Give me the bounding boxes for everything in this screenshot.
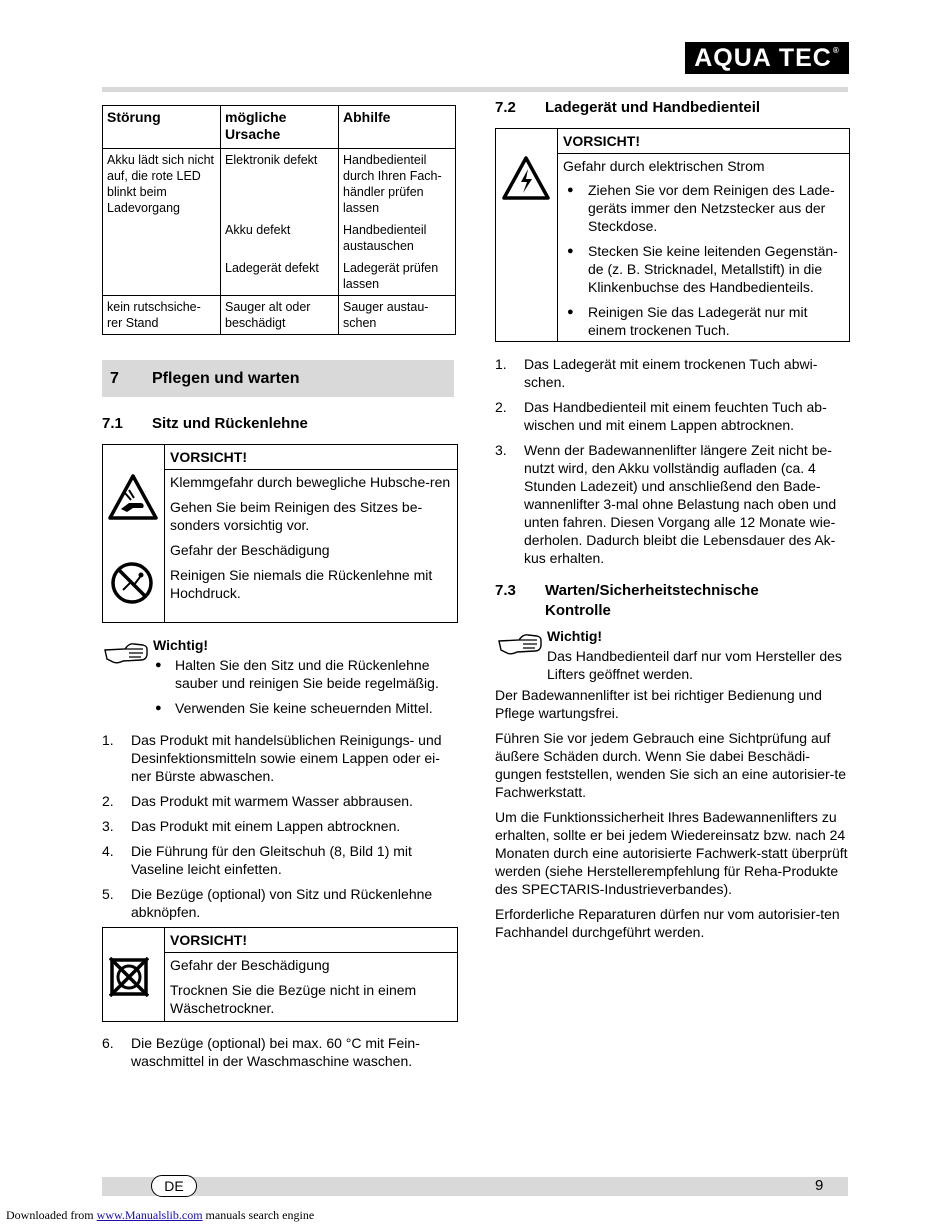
list-item	[102, 842, 456, 878]
registered-mark: ®	[832, 45, 840, 55]
table-cell	[221, 149, 339, 296]
step-text: Das Produkt mit handelsüblichen Reinigungs- und Desinfektionsmitteln sowie einem Lappen oder ei-ner Bürste abwaschen.	[131, 732, 442, 784]
step-number: 2.	[102, 793, 114, 809]
body-paragraph: Der Badewannenlifter ist bei richtiger Bedienung und Pflege wartungsfrei.	[495, 687, 822, 721]
list-item: ● Stecken Sie keine leitenden Gegenstän-de (z. B. Stricknadel, Metallstift) in die Klinkenbuchse des Handbedienteils.	[563, 242, 844, 296]
download-suffix: manuals search engine	[202, 1208, 315, 1222]
note-list	[153, 656, 453, 717]
table-header-cell: Abhilfe	[339, 106, 456, 149]
note-text: Das Handbedienteil darf nur vom Hersteller des Lifters geöffnet werden.	[547, 648, 842, 682]
table-row	[103, 296, 456, 335]
footer-bar	[102, 1177, 848, 1196]
subsection-title: Warten/Sicherheitstechnische	[545, 582, 759, 599]
step-text: Wenn der Badewannenlifter längere Zeit nicht be-nutzt wird, den Akku vollständig aufladen (ca. 4 Stunden Ladezeit) und anschließend den Bade-wannenlifter 3-mal ohne Belastung nach oben und unten fahren. Diesen Vorgang alle 12 Monate wie-derholen. Dadurch bleibt die Lebensdauer des Ak-kus erhalten.	[524, 442, 837, 566]
warning-body	[165, 928, 457, 1021]
list-item	[495, 441, 849, 567]
subsection-number: 7.3	[495, 582, 516, 599]
step-number: 1.	[495, 356, 507, 372]
list-item	[102, 731, 456, 785]
step-number: 1.	[102, 732, 114, 748]
table-cell	[339, 149, 456, 296]
table-header-cell: Störung	[103, 106, 221, 149]
list-item	[102, 792, 456, 810]
subsection-number: 7.2	[495, 99, 516, 116]
note-important-7-1	[153, 636, 453, 724]
warning-body	[165, 445, 457, 622]
list-item	[102, 817, 456, 835]
step-text: Das Ladegerät mit einem trockenen Tuch abwi-schen.	[524, 356, 818, 390]
section-heading-7	[102, 360, 454, 397]
warning-text	[558, 154, 849, 349]
warning-box-dryer	[102, 927, 458, 1022]
step-text: Das Produkt mit einem Lappen abtrocknen.	[131, 818, 401, 834]
remedy-text: Handbedienteil durch Ihren Fach-händler prüfen lassen	[343, 153, 442, 215]
note-important-7-3	[547, 627, 847, 683]
remedy-text: Handbedienteil austauschen	[343, 223, 427, 253]
list-item	[102, 885, 456, 921]
note-title: Wichtig!	[153, 637, 209, 653]
charger-cleaning-steps	[495, 355, 849, 574]
table-cell: kein rutschsiche-rer Stand	[103, 296, 221, 335]
language-badge: DE	[151, 1175, 197, 1197]
warning-icon-column	[103, 928, 165, 1021]
no-tumble-dry-icon	[109, 957, 149, 997]
remedy-text: Ladegerät prüfen lassen	[343, 261, 439, 291]
table-cell: Sauger austau-schen	[339, 296, 456, 335]
warning-heading: VORSICHT!	[165, 445, 457, 470]
warning-list	[563, 181, 844, 339]
warning-paragraph: Reinigen Sie niemals die Rückenlehne mit Hochdruck.	[170, 567, 433, 601]
cause-text: Akku defekt	[225, 223, 291, 237]
subsection-title-cont: Kontrolle	[545, 602, 611, 619]
section-title: Pflegen und warten	[152, 369, 300, 387]
download-prefix: Downloaded from	[6, 1208, 97, 1222]
step-text: Das Produkt mit warmem Wasser abbrausen.	[131, 793, 413, 809]
table-row	[103, 149, 456, 296]
step-text: Das Handbedienteil mit einem feuchten Tuch ab-wischen und mit einem Lappen abtrocknen.	[524, 399, 827, 433]
warning-paragraph: Gefahr der Beschädigung	[170, 542, 330, 558]
step-number: 6.	[102, 1035, 114, 1051]
download-note	[6, 1208, 314, 1223]
body-paragraph: Führen Sie vor jedem Gebrauch eine Sichtprüfung auf äußere Schäden durch. Wenn Sie dabei Beschädi-gungen feststellen, wenden Sie sich an eine autorisier-te Fachwerkstatt.	[495, 730, 846, 800]
step-text: Die Bezüge (optional) von Sitz und Rückenlehne abknöpfen.	[131, 886, 433, 920]
cleaning-steps	[102, 731, 456, 928]
electric-shock-icon	[501, 155, 551, 201]
pinch-hazard-icon	[107, 473, 159, 521]
note-title: Wichtig!	[547, 628, 603, 644]
section-number: 7	[110, 369, 119, 387]
step-text: Die Bezüge (optional) bei max. 60 °C mit Fein-waschmittel in der Waschmaschine waschen.	[131, 1035, 420, 1069]
step-number: 5.	[102, 886, 114, 902]
list-item	[495, 355, 849, 391]
maintenance-text	[495, 686, 849, 948]
header-rule	[102, 87, 848, 92]
hand-pointer-icon	[497, 631, 543, 662]
cause-text: Ladegerät defekt	[225, 261, 319, 275]
warning-heading: VORSICHT!	[558, 129, 849, 154]
step-number: 3.	[495, 442, 507, 458]
list-item: ● Reinigen Sie das Ladegerät nur mit einem trockenen Tuch.	[563, 303, 844, 339]
brand-logo	[685, 42, 849, 74]
troubleshooting-table-wrap	[102, 105, 456, 335]
page-number: 9	[815, 1177, 824, 1194]
step-number: 3.	[102, 818, 114, 834]
subsection-heading-7-2	[495, 99, 760, 116]
hand-pointer-icon	[103, 640, 149, 671]
troubleshooting-table	[102, 105, 456, 335]
table-cell: Sauger alt oder beschädigt	[221, 296, 339, 335]
warning-paragraph: Gehen Sie beim Reinigen des Sitzes be-sonders vorsichtig vor.	[170, 499, 423, 533]
warning-heading: VORSICHT!	[165, 928, 457, 953]
logo-text: AQUA TEC	[694, 43, 832, 72]
warning-box-electric	[495, 128, 850, 342]
subsection-title: Ladegerät und Handbedienteil	[545, 99, 761, 116]
list-item	[495, 398, 849, 434]
warning-paragraph: Klemmgefahr durch bewegliche Hubsche-ren	[170, 474, 451, 490]
warning-text	[165, 953, 457, 1027]
subsection-heading-7-3	[495, 581, 759, 621]
no-high-pressure-icon	[109, 560, 155, 606]
body-paragraph: Erforderliche Reparaturen dürfen nur vom autorisier-ten Fachhandel durchgeführt werden.	[495, 906, 840, 940]
warning-icon-column	[103, 445, 165, 622]
warning-body	[558, 129, 849, 341]
body-paragraph: Um die Funktionssicherheit Ihres Badewannenlifters zu erhalten, sollte er bei jedem Wiedereinsatz bzw. nach 24 Monaten durch eine autorisierte Fachwerk-statt überprüft werden (siehe Herstellerempfehlung für Reha-Produkte des SPECTARIS-Industrieverbandes).	[495, 809, 848, 897]
list-item: ● Halten Sie den Sitz und die Rückenlehne sauber und reinigen Sie beide regelmäßig.	[153, 656, 453, 692]
step-number: 2.	[495, 399, 507, 415]
warning-paragraph: Trocknen Sie die Bezüge nicht in einem Wäschetrockner.	[170, 982, 417, 1016]
list-item	[102, 1034, 456, 1070]
cleaning-step-6	[102, 1034, 456, 1077]
cause-text: Elektronik defekt	[225, 153, 318, 167]
list-item: ● Verwenden Sie keine scheuernden Mittel.	[153, 699, 453, 717]
warning-icon-column	[496, 129, 558, 341]
warning-paragraph: Gefahr der Beschädigung	[170, 957, 330, 973]
subsection-number: 7.1	[102, 415, 123, 432]
warning-text	[165, 470, 457, 612]
warning-paragraph: Gefahr durch elektrischen Strom	[563, 158, 765, 174]
list-item: ● Ziehen Sie vor dem Reinigen des Lade-geräts immer den Netzstecker aus der Steckdose.	[563, 181, 844, 235]
table-header-row	[103, 106, 456, 149]
subsection-heading-7-1	[102, 415, 308, 432]
step-text: Die Führung für den Gleitschuh (8, Bild 1) mit Vaseline leicht einfetten.	[131, 843, 412, 877]
table-cell: Akku lädt sich nicht auf, die rote LED blinkt beim Ladevorgang	[103, 149, 221, 296]
manualslib-link[interactable]: www.Manualslib.com	[96, 1208, 203, 1222]
subsection-title: Sitz und Rückenlehne	[152, 415, 308, 432]
step-number: 4.	[102, 843, 114, 859]
warning-box-pinch	[102, 444, 458, 623]
table-header-cell: mögliche Ursache	[221, 106, 339, 149]
